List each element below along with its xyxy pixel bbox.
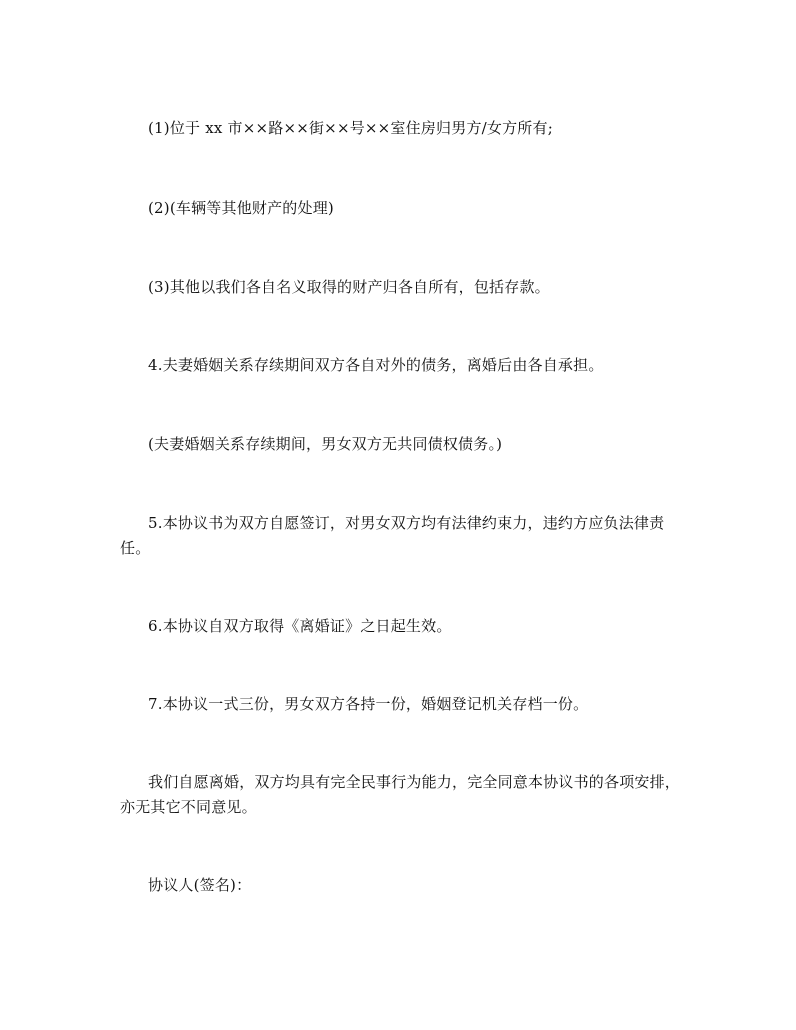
- paragraph-clause-4-debts: 4.夫妻婚姻关系存续期间双方各自对外的债务，离婚后由各自承担。: [148, 356, 604, 374]
- signature-line: 协议人(签名)：: [148, 876, 252, 894]
- paragraph-property-vehicle: (2)(车辆等其他财产的处理): [148, 199, 334, 217]
- paragraph-clause-5-binding: 5.本协议书为双方自愿签订，对男女双方均有法律约束力，违约方应负法律责任。: [120, 514, 665, 557]
- paragraph-declaration: 我们自愿离婚，双方均具有完全民事行为能力，完全同意本协议书的各项安排，亦无其它不同意见。: [120, 773, 681, 816]
- paragraph-no-joint-debts: (夫妻婚姻关系存续期间，男女双方无共同债权债务。): [148, 435, 503, 453]
- paragraph-property-other: (3)其他以我们各自名义取得的财产归各自所有，包括存款。: [148, 278, 550, 296]
- paragraph-property-house: (1)位于 xx 市××路××街××号××室住房归男方/女方所有;: [148, 119, 553, 137]
- paragraph-clause-7-copies: 7.本协议一式三份，男女双方各持一份，婚姻登记机关存档一份。: [148, 695, 589, 713]
- paragraph-clause-6-effective: 6.本协议自双方取得《离婚证》之日起生效。: [148, 617, 452, 635]
